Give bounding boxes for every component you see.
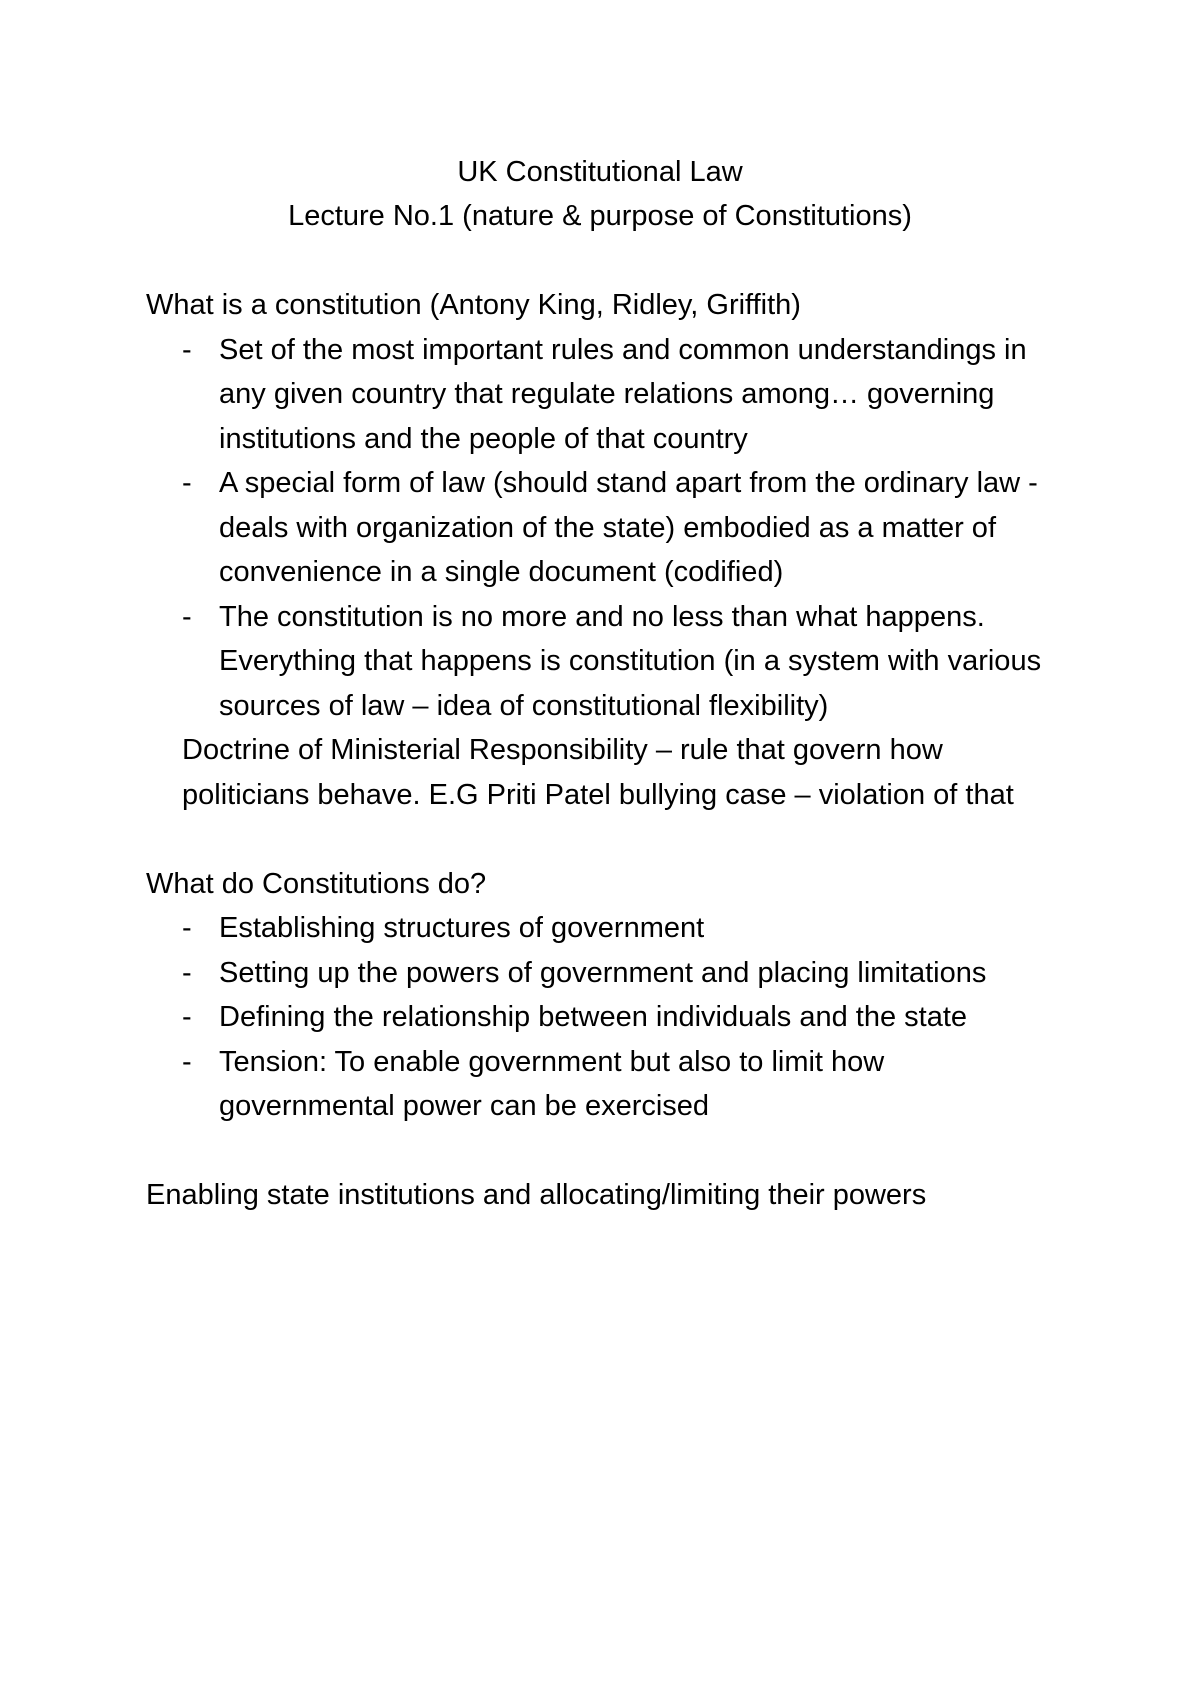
bullet-dash: - [182,333,192,366]
bullet-dash: - [182,1045,192,1078]
list-item-text: Establishing structures of government [219,912,705,944]
document-title: UK Constitutional Law [457,156,743,188]
list-item [146,1040,1066,1129]
list-item [146,951,1066,996]
section-heading-what-is-constitution: What is a constitution (Antony King, Ridley, Griffith) [146,289,801,321]
list-item-text: A special form of law (should stand apart from the ordinary law - deals with organization of the state) embodied as a matter of convenience in a single document (codified) [219,467,1038,588]
paragraph-gap [146,817,1066,862]
bullet-dash: - [182,956,192,989]
bullet-dash: - [182,912,192,944]
paragraph-gap [146,1129,1066,1174]
list-item [146,328,1066,462]
title-block [0,150,1200,238]
list-item-text: Set of the most important rules and common understandings in any given country that regulate relations among… governing institutions and the people of that country [219,333,1027,455]
bullet-dash: - [182,600,192,633]
ministerial-responsibility-note: Doctrine of Ministerial Responsibility – rule that govern how politicians behave. E.G Priti Patel bullying case – violation of that [182,734,1014,811]
section-heading-enabling-state-institutions: Enabling state institutions and allocating/limiting their powers [146,1179,927,1211]
list-item-text: The constitution is no more and no less than what happens. Everything that happens is constitution (in a system with various sources of law – idea of constitutional flexibility) [219,600,1042,722]
bullet-dash: - [182,467,192,499]
document-body [146,283,1066,1218]
list-item [146,595,1066,729]
list-item-text: Tension: To enable government but also to limit how governmental power can be exercised [219,1045,885,1122]
list-item [146,995,1066,1040]
list-item [146,906,1066,951]
list-item [146,461,1066,595]
bullet-list-what-constitutions-do [146,906,1066,1129]
bullet-dash: - [182,1001,192,1033]
section-heading-what-constitutions-do: What do Constitutions do? [146,867,487,900]
list-item-text: Setting up the powers of government and placing limitations [219,956,987,989]
bullet-list-what-is-constitution [146,328,1066,729]
list-item-text: Defining the relationship between individuals and the state [219,1001,968,1033]
document-subtitle: Lecture No.1 (nature & purpose of Constitutions) [288,200,912,232]
